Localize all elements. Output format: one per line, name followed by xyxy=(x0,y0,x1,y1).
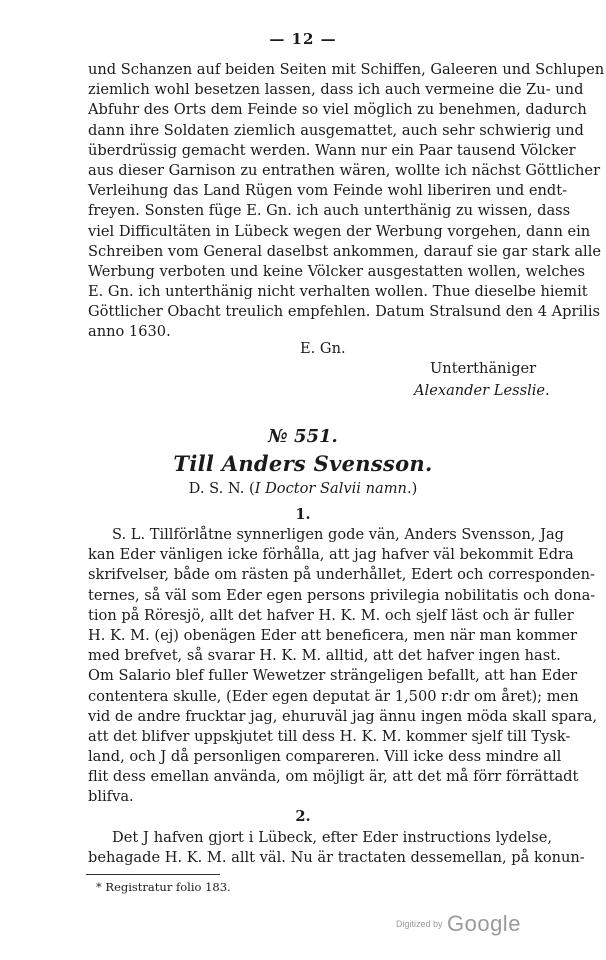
section-2-number: 2. xyxy=(295,808,311,825)
text-line: land, och J då personligen compareren. Vill icke dess mindre all xyxy=(88,748,562,766)
watermark-prefix: Digitized by xyxy=(396,919,443,929)
section-1-number: 1. xyxy=(295,506,311,523)
letter-subtitle-suffix: .) xyxy=(406,480,418,497)
text-line: anno 1630. xyxy=(88,323,171,341)
footnote-rule xyxy=(86,874,220,875)
text-line: att det blifver uppskjutet till dess H. K. M. kommer sjelf till Tysk- xyxy=(88,727,571,745)
text-line: behagade H. K. M. allt väl. Nu är tractaten dessemellan, på konun- xyxy=(88,849,585,867)
text-line: und Schanzen auf beiden Seiten mit Schiffen, Galeeren und Schlupen xyxy=(88,61,605,78)
text-line: Schreiben vom General daselbst ankommen, darauf sie gar stark alle xyxy=(88,242,602,260)
text-line: ternes, så väl som Eder egen persons privilegia nobilitatis och dona- xyxy=(88,586,596,604)
signature-name: Alexander Lesslie. xyxy=(414,382,550,399)
section-1-text xyxy=(88,525,598,808)
text-line: tion på Röresjö, allt det hafver H. K. M. och sjelf läst och är fuller xyxy=(88,606,574,624)
text-line: kan Eder vänligen icke förhålla, att jag hafver väl bekommit Edra xyxy=(88,546,574,564)
letter-subtitle-italic: I Doctor Salvii namn xyxy=(254,480,407,497)
top-paragraph xyxy=(88,60,605,343)
text-line: Werbung verboten und keine Völcker ausgestatten wollen, welches xyxy=(88,262,586,280)
text-line: überdrüssig gemacht werden. Wann nur ein Paar tausend Völcker xyxy=(88,141,576,159)
text-line: H. K. M. (ej) obenägen Eder att beneficera, men när man kommer xyxy=(88,626,578,644)
letter-subtitle-prefix: D. S. N. ( xyxy=(188,480,255,497)
section-2-text xyxy=(88,828,585,868)
text-line: aus dieser Garnison zu entrathen wären, wollte ich nächst Göttlicher xyxy=(88,161,601,179)
text-line: Det J hafven gjort i Lübeck, efter Eder instructions lydelse, xyxy=(112,829,552,846)
signature-closing: Unterthäniger xyxy=(430,360,537,377)
text-line: dann ihre Soldaten ziemlich ausgemattet, auch sehr schwierig und xyxy=(88,121,584,139)
text-line: Verleihung das Land Rügen vom Feinde wohl liberiren und endt- xyxy=(88,182,568,200)
text-line: freyen. Sonsten füge E. Gn. ich auch unterthänig zu wissen, dass xyxy=(88,202,571,220)
text-line: S. L. Tillförlåtne synnerligen gode vän, Anders Svensson, Jag xyxy=(112,526,565,543)
text-line: skrifvelser, både om rästen på underhållet, Edert och corresponden- xyxy=(88,566,595,584)
letter-number: № 551. xyxy=(268,426,338,447)
footnote: * Registratur folio 183. xyxy=(96,880,231,894)
letter-subtitle xyxy=(0,480,606,497)
text-line: viel Difficultäten in Lübeck wegen der Werbung vorgehen, dann ein xyxy=(88,222,591,240)
text-line: Göttlicher Obacht treulich empfehlen. Datum Stralsund den 4 Aprilis xyxy=(88,303,600,321)
text-line: E. Gn. ich unterthänig nicht verhalten wollen. Thue dieselbe hiemit xyxy=(88,283,588,301)
text-line: flit dess emellan använda, om möjligt är, att det må förr förrättadt xyxy=(88,768,579,786)
text-line: Om Salario blef fuller Wewetzer strängeligen befallt, att han Eder xyxy=(88,667,578,685)
text-line: Abfuhr des Orts dem Feinde so viel möglich zu benehmen, dadurch xyxy=(88,101,587,119)
google-watermark xyxy=(396,911,521,937)
text-line: blifva. xyxy=(88,788,134,806)
page-number: — 12 — xyxy=(269,30,337,48)
text-line: med brefvet, så svarar H. K. M. alltid, att det hafver ingen hast. xyxy=(88,647,561,665)
letter-title: Till Anders Svensson. xyxy=(173,451,433,476)
text-line: vid de andre frucktar jag, ehuruväl jag ännu ingen möda skall spara, xyxy=(88,707,598,725)
google-logo: Google xyxy=(446,911,521,936)
signature-salutation: E. Gn. xyxy=(300,340,346,357)
text-line: contentera skulle, (Eder egen deputat är 1,500 r:dr om året); men xyxy=(88,687,579,705)
text-line: ziemlich wohl besetzen lassen, dass ich auch vermeine die Zu- und xyxy=(88,81,584,99)
